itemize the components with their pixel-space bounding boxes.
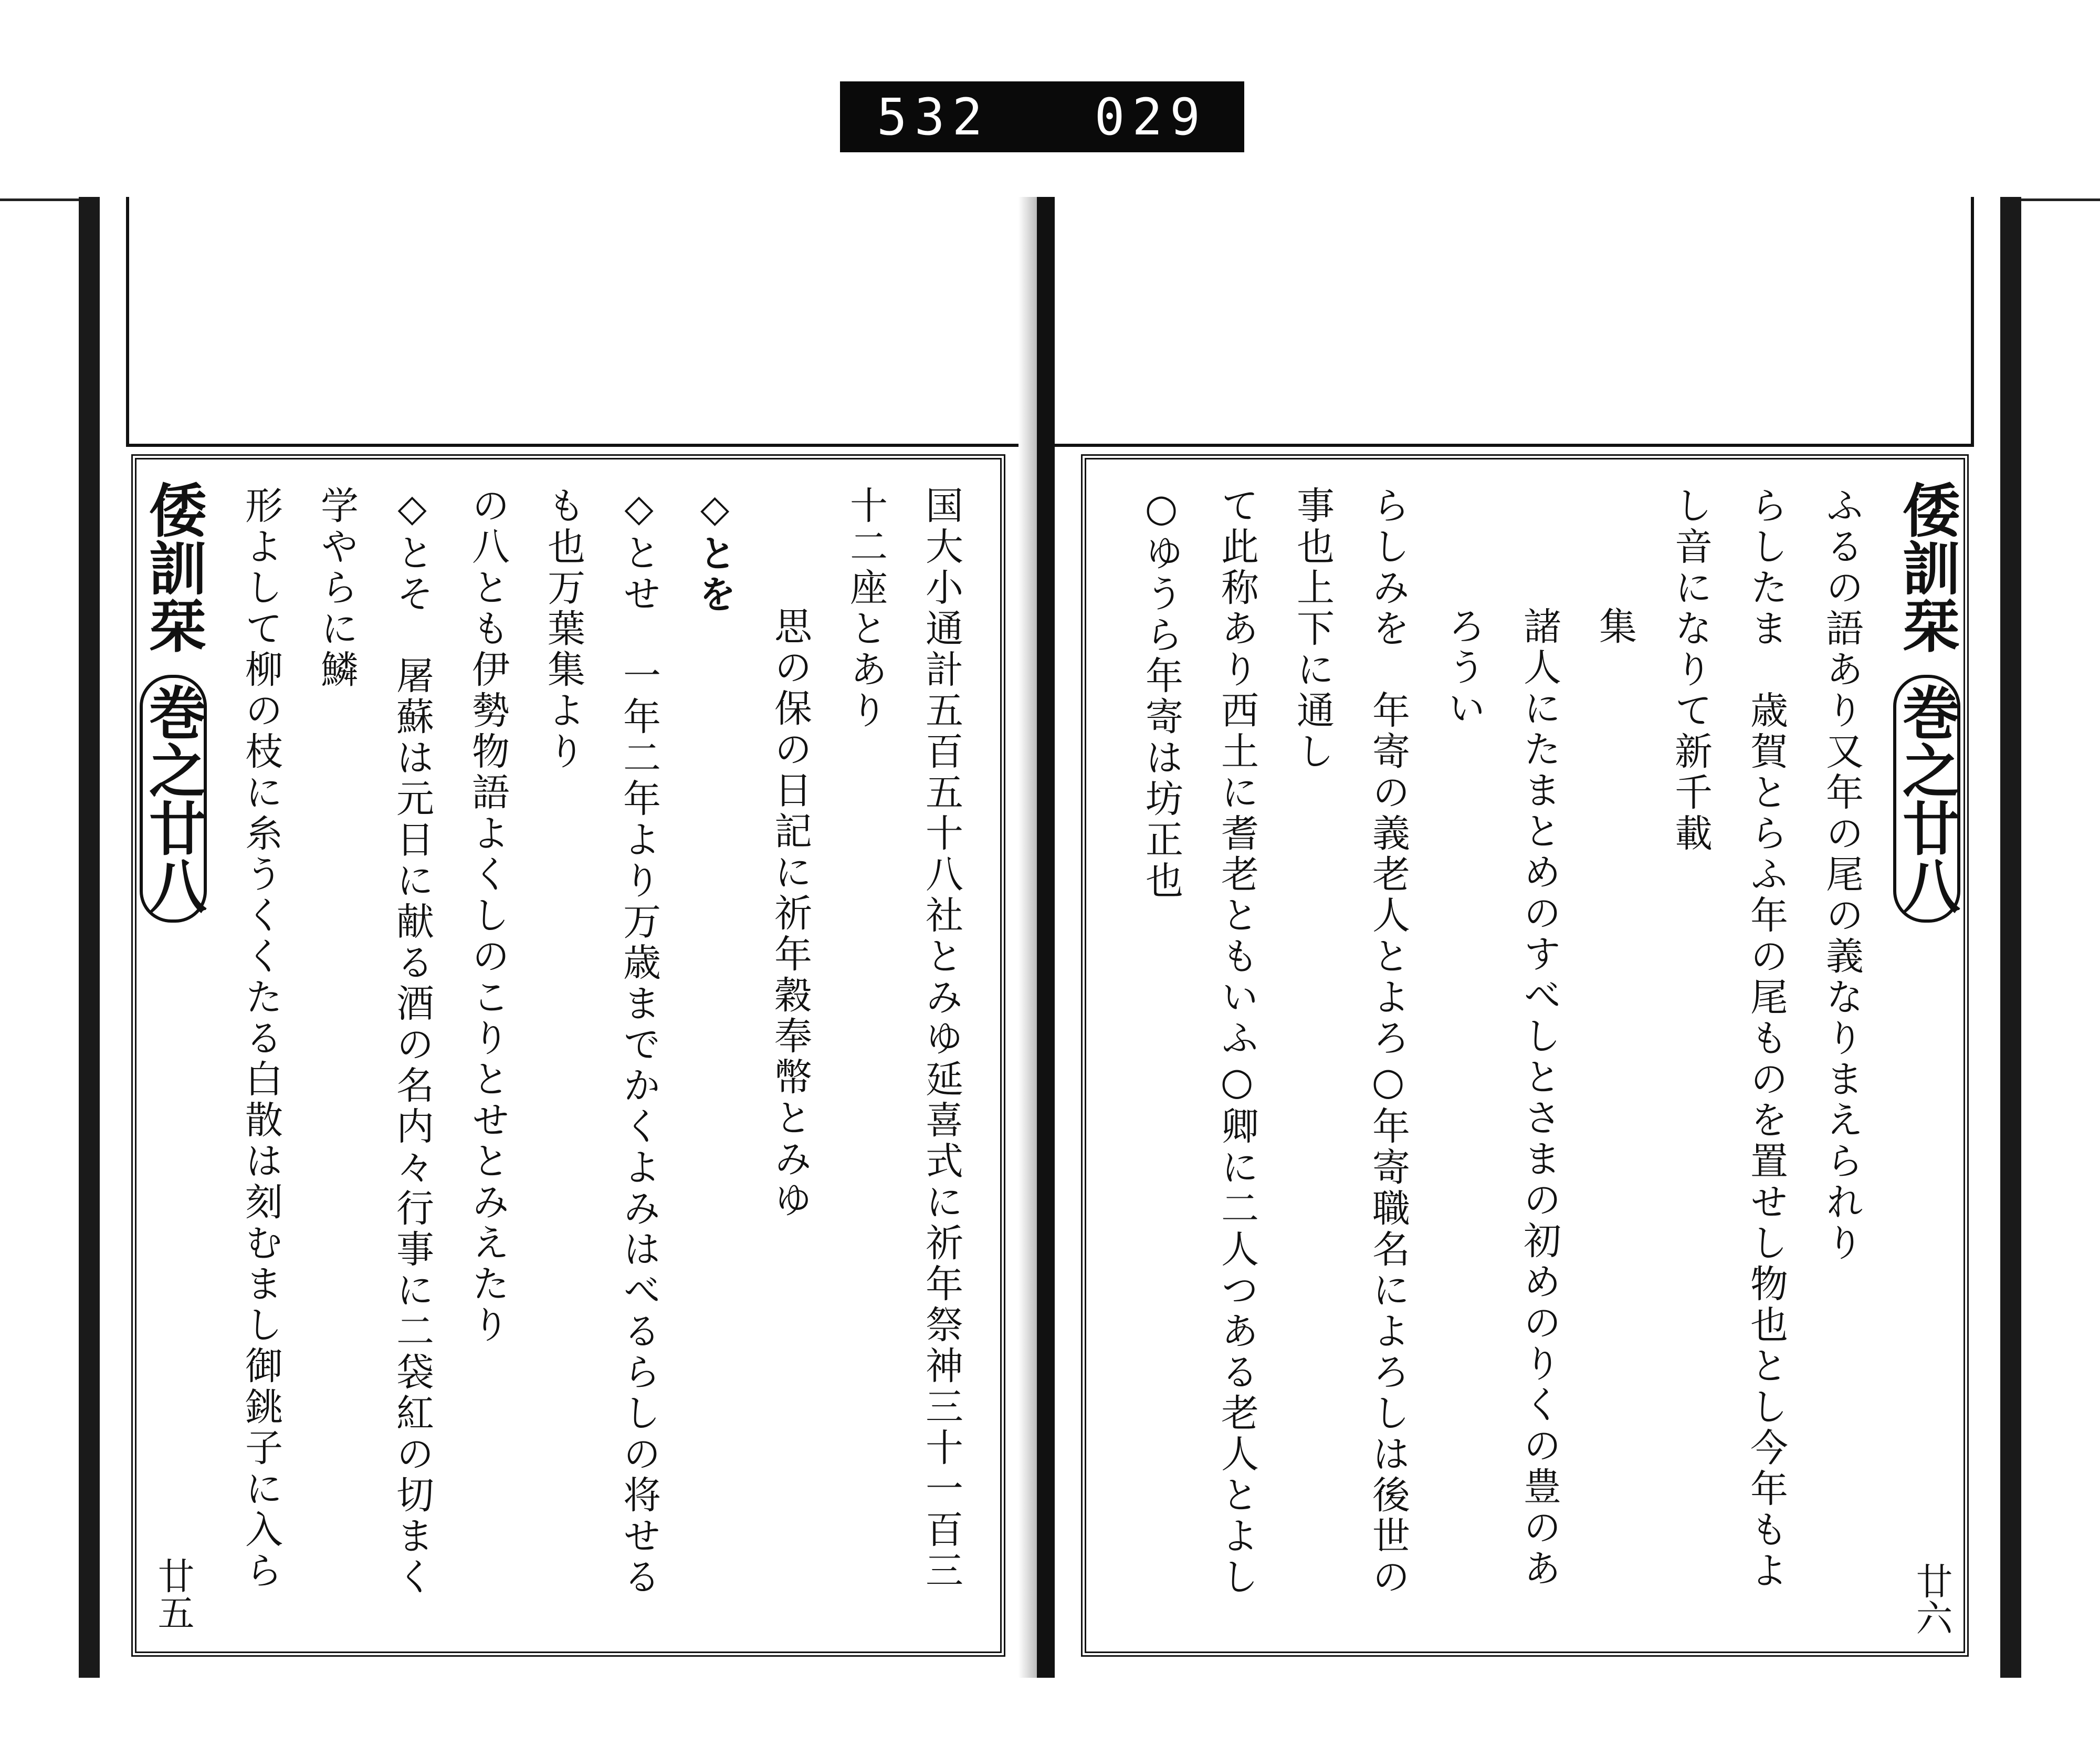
left-header-volume: 巻之廿八: [140, 675, 207, 923]
left-body-text: [210, 486, 979, 1625]
right-leaf-number: 廿六: [1910, 1562, 1953, 1636]
left-upper-margin: [126, 197, 1037, 447]
right-page-header: [1893, 480, 1961, 923]
left-leaf-number: 廿五: [152, 1557, 195, 1630]
text-column: ◇とそ 屠蘇は元日に献る酒の名内々行事に二袋紅の切まく学やらに鱗: [314, 486, 434, 1598]
left-page: [79, 197, 1037, 1678]
left-page-header: [139, 480, 207, 923]
left-text-frame: [131, 454, 1005, 1657]
text-column: 思の保の日記に祈年穀奉幣とみゆ: [768, 607, 812, 1221]
entry-heading: ◇とを: [692, 486, 737, 615]
right-body-text: [1107, 486, 1880, 1625]
right-upper-margin: [1055, 197, 1974, 447]
archive-number-left: 532: [877, 87, 990, 147]
text-column: 集: [1593, 607, 1637, 647]
text-column: らしたま 歳賀とらふ年の尾ものを置せし物也とし今年もよし音になりて新千載: [1668, 486, 1788, 1592]
right-header-title: 倭訓栞: [1893, 480, 1961, 654]
book-spread: [79, 197, 2021, 1667]
text-column: 形よして柳の枝に糸うくくたる白散は刻むまし御銚子に入ら: [239, 486, 283, 1592]
text-column: の八とも伊勢物語よくしのこりとせとみえたり: [466, 486, 510, 1346]
right-page: [1055, 197, 2021, 1678]
text-column: て此称あり西土に耆老ともいふ○卿に二人つある老人とよし○ゆうら年寄は坊正也: [1139, 486, 1259, 1598]
text-column: 諸人にたまとめのすべしとさまの初めのりくの豊のあろうい: [1442, 607, 1561, 1590]
text-column: らしみを 年寄の義老人とよろ○年寄職名によろしは後世の事也上下に通し: [1290, 486, 1410, 1598]
left-fold-shadow: [1018, 197, 1037, 1678]
text-column: ふるの語あり又年の尾の義なりまえられり: [1820, 486, 1864, 1264]
archive-number-right: 029: [1094, 87, 1208, 147]
right-header-volume: 巻之廿八: [1893, 675, 1960, 923]
text-column: [1107, 486, 1124, 1625]
text-column: ◇とせ 一年二年より万歳までかくよみはべるらしの将せるも也万葉集より: [541, 486, 661, 1598]
left-header-title: 倭訓栞: [139, 480, 207, 654]
archive-number-label: [840, 81, 1244, 152]
text-column: 国大小通計五百五十八社とみゆ延喜式に祈年祭神三十一百三十二座とあり: [844, 486, 963, 1592]
book-spine: [1037, 197, 1055, 1678]
right-text-frame: [1081, 454, 1969, 1657]
